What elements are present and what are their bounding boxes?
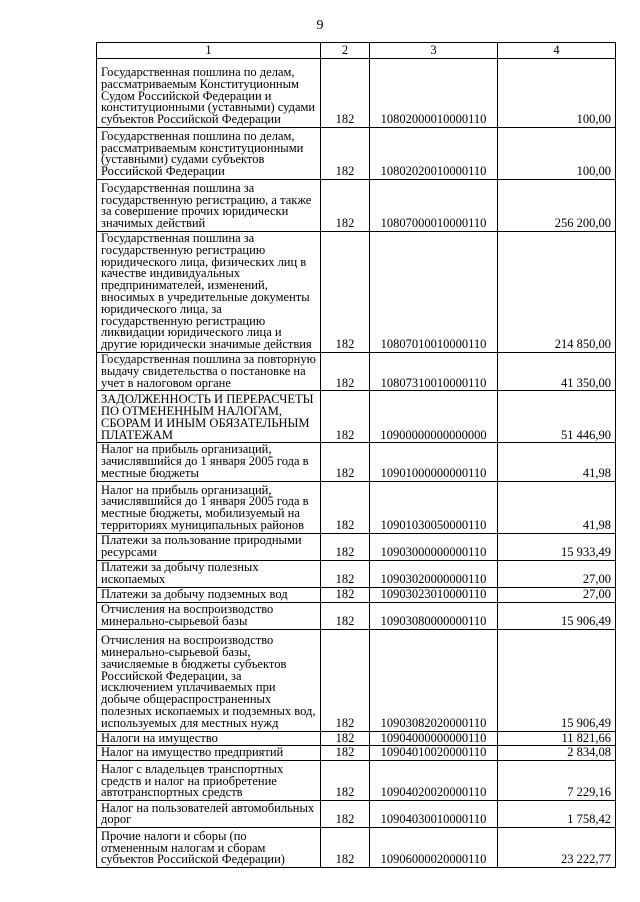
admin-code-cell: 182 bbox=[321, 443, 370, 481]
revenue-name-cell: Отчисления на воспроизводство минерально-сырьевой базы bbox=[97, 602, 321, 629]
table-row bbox=[97, 180, 616, 232]
amount-cell: 27,00 bbox=[498, 560, 616, 587]
table-header-row bbox=[97, 43, 616, 59]
admin-code-cell: 182 bbox=[321, 602, 370, 629]
budget-code-cell: 10903080000000110 bbox=[370, 602, 498, 629]
table-row bbox=[97, 629, 616, 731]
budget-code-cell: 10903023010000110 bbox=[370, 587, 498, 602]
revenue-name-cell: Налог на имущество предприятий bbox=[97, 746, 321, 761]
admin-code-cell: 182 bbox=[321, 391, 370, 443]
table-row bbox=[97, 533, 616, 560]
amount-cell: 11 821,66 bbox=[498, 731, 616, 746]
amount-cell: 1 758,42 bbox=[498, 801, 616, 828]
budget-code-cell: 10802020010000110 bbox=[370, 128, 498, 180]
budget-code-cell: 10900000000000000 bbox=[370, 391, 498, 443]
table-row bbox=[97, 746, 616, 761]
table-row bbox=[97, 391, 616, 443]
budget-code-cell: 10903020000000110 bbox=[370, 560, 498, 587]
amount-cell: 100,00 bbox=[498, 59, 616, 128]
table-row bbox=[97, 443, 616, 481]
amount-cell: 2 834,08 bbox=[498, 746, 616, 761]
revenue-name-cell: Налог на пользователей автомобильных дорог bbox=[97, 801, 321, 828]
admin-code-cell: 182 bbox=[321, 481, 370, 533]
column-header: 2 bbox=[321, 43, 370, 59]
amount-cell: 15 906,49 bbox=[498, 602, 616, 629]
admin-code-cell: 182 bbox=[321, 828, 370, 868]
budget-code-cell: 10807310010000110 bbox=[370, 352, 498, 390]
admin-code-cell: 182 bbox=[321, 746, 370, 761]
admin-code-cell: 182 bbox=[321, 352, 370, 390]
revenue-name-cell: Платежи за пользование природными ресурсами bbox=[97, 533, 321, 560]
table-row bbox=[97, 602, 616, 629]
revenue-name-cell: Налог с владельцев транспортных средств и налог на приобретение автотранспортных средств bbox=[97, 761, 321, 801]
revenue-name-cell: Платежи за добычу полезных ископаемых bbox=[97, 560, 321, 587]
table-row bbox=[97, 352, 616, 390]
amount-cell: 41 350,00 bbox=[498, 352, 616, 390]
amount-cell: 15 933,49 bbox=[498, 533, 616, 560]
page-number: 9 bbox=[316, 18, 324, 33]
revenue-name-cell: Государственная пошлина за государственную регистрацию, а также за совершение прочих юридически значимых действий bbox=[97, 180, 321, 232]
budget-code-cell: 10904030010000110 bbox=[370, 801, 498, 828]
admin-code-cell: 182 bbox=[321, 128, 370, 180]
admin-code-cell: 182 bbox=[321, 587, 370, 602]
revenue-name-cell: Государственная пошлина за государственную регистрацию юридического лица, физических лиц в качестве индивидуальных предпринимателей, изменений, вносимых в учредительные документы юридического лица, за государственную регистрацию ликвидации юридического лица и другие юридически значимые действия bbox=[97, 232, 321, 353]
column-header: 3 bbox=[370, 43, 498, 59]
budget-code-cell: 10901000000000110 bbox=[370, 443, 498, 481]
table-row bbox=[97, 59, 616, 128]
table-row bbox=[97, 560, 616, 587]
budget-code-cell: 10807000010000110 bbox=[370, 180, 498, 232]
revenue-name-cell: ЗАДОЛЖЕННОСТЬ И ПЕРЕРАСЧЕТЫ ПО ОТМЕНЕННЫМ НАЛОГАМ, СБОРАМ И ИНЫМ ОБЯЗАТЕЛЬНЫМ ПЛАТЕЖАМ bbox=[97, 391, 321, 443]
admin-code-cell: 182 bbox=[321, 629, 370, 731]
amount-cell: 100,00 bbox=[498, 128, 616, 180]
revenue-name-cell: Налоги на имущество bbox=[97, 731, 321, 746]
amount-cell: 23 222,77 bbox=[498, 828, 616, 868]
table-row bbox=[97, 828, 616, 868]
budget-code-cell: 10904020020000110 bbox=[370, 761, 498, 801]
amount-cell: 41,98 bbox=[498, 443, 616, 481]
revenue-name-cell: Налог на прибыль организаций, зачислявшийся до 1 января 2005 года в местные бюджеты bbox=[97, 443, 321, 481]
table-row bbox=[97, 587, 616, 602]
budget-code-cell: 10904010020000110 bbox=[370, 746, 498, 761]
admin-code-cell: 182 bbox=[321, 180, 370, 232]
budget-code-cell: 10904000000000110 bbox=[370, 731, 498, 746]
revenue-name-cell: Государственная пошлина за повторную выдачу свидетельства о постановке на учет в налоговом органе bbox=[97, 352, 321, 390]
table-row bbox=[97, 801, 616, 828]
column-header: 4 bbox=[498, 43, 616, 59]
budget-code-cell: 10802000010000110 bbox=[370, 59, 498, 128]
revenue-name-cell: Государственная пошлина по делам, рассматриваемым конституционными (уставными) судами субъектов Российской Федерации bbox=[97, 128, 321, 180]
admin-code-cell: 182 bbox=[321, 761, 370, 801]
table-row bbox=[97, 731, 616, 746]
budget-code-cell: 10901030050000110 bbox=[370, 481, 498, 533]
table-row bbox=[97, 481, 616, 533]
admin-code-cell: 182 bbox=[321, 560, 370, 587]
budget-code-cell: 10903082020000110 bbox=[370, 629, 498, 731]
table-body bbox=[97, 59, 616, 868]
amount-cell: 256 200,00 bbox=[498, 180, 616, 232]
budget-code-cell: 10903000000000110 bbox=[370, 533, 498, 560]
admin-code-cell: 182 bbox=[321, 731, 370, 746]
amount-cell: 27,00 bbox=[498, 587, 616, 602]
revenue-name-cell: Государственная пошлина по делам, рассматриваемым Конституционным Судом Российской Федерации и конституционными (уставными) судами субъектов Российской Федерации bbox=[97, 59, 321, 128]
admin-code-cell: 182 bbox=[321, 801, 370, 828]
amount-cell: 7 229,16 bbox=[498, 761, 616, 801]
amount-cell: 15 906,49 bbox=[498, 629, 616, 731]
amount-cell: 41,98 bbox=[498, 481, 616, 533]
admin-code-cell: 182 bbox=[321, 533, 370, 560]
budget-code-cell: 10906000020000110 bbox=[370, 828, 498, 868]
table-row bbox=[97, 128, 616, 180]
revenue-name-cell: Налог на прибыль организаций, зачислявшийся до 1 января 2005 года в местные бюджеты, мобилизуемый на территориях муниципальных районов bbox=[97, 481, 321, 533]
admin-code-cell: 182 bbox=[321, 59, 370, 128]
revenue-name-cell: Платежи за добычу подземных вод bbox=[97, 587, 321, 602]
revenue-name-cell: Отчисления на воспроизводство минерально-сырьевой базы, зачисляемые в бюджеты субъектов Российской Федерации, за исключением уплачиваемых при добыче общераспространенных полезных ископаемых и подземных вод, используемых для местных нужд bbox=[97, 629, 321, 731]
revenue-table bbox=[96, 42, 616, 868]
table-row bbox=[97, 761, 616, 801]
admin-code-cell: 182 bbox=[321, 232, 370, 353]
budget-code-cell: 10807010010000110 bbox=[370, 232, 498, 353]
table-row bbox=[97, 232, 616, 353]
revenue-name-cell: Прочие налоги и сборы (по отмененным налогам и сборам субъектов Российской Федерации) bbox=[97, 828, 321, 868]
amount-cell: 51 446,90 bbox=[498, 391, 616, 443]
amount-cell: 214 850,00 bbox=[498, 232, 616, 353]
column-header: 1 bbox=[97, 43, 321, 59]
